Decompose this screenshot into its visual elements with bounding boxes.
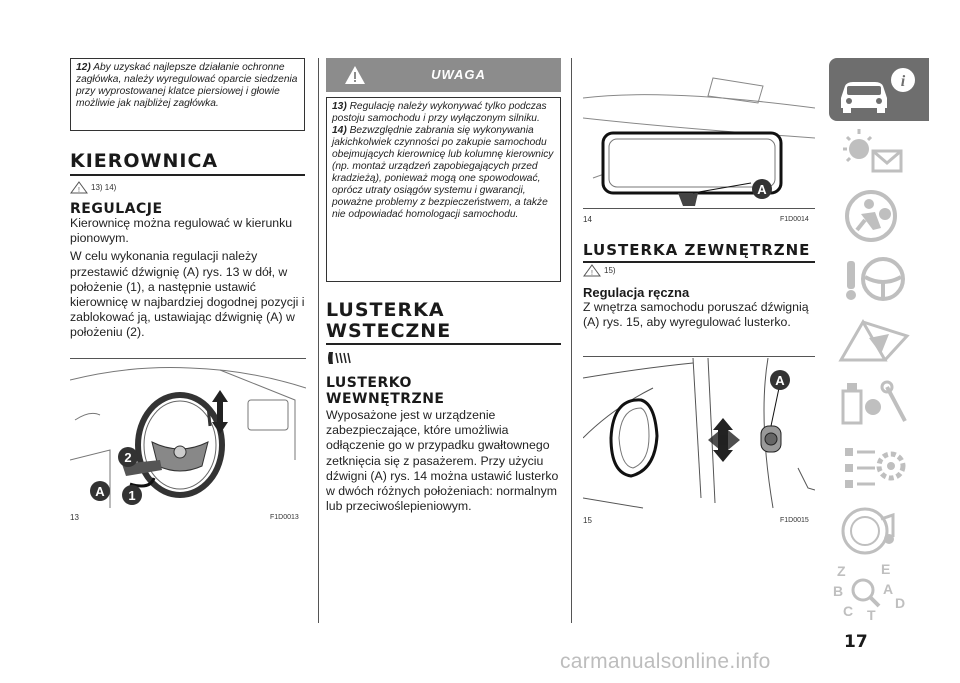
index-letter: A bbox=[883, 581, 894, 597]
figure-rule bbox=[583, 356, 815, 357]
mirror-symbol-icon bbox=[326, 350, 352, 366]
paragraph: Kierownicę można regulować w kierunku pionowym. bbox=[70, 216, 293, 246]
tab-multimedia[interactable] bbox=[829, 499, 929, 562]
body-text bbox=[583, 300, 815, 333]
section-heading-line: WSTECZNE bbox=[326, 320, 452, 342]
tab-technical-data[interactable] bbox=[829, 436, 929, 499]
interior-mirror-figure bbox=[583, 58, 815, 208]
car-info-icon bbox=[829, 58, 929, 121]
steering-wheel-illustration bbox=[70, 360, 306, 508]
section-heading bbox=[326, 300, 451, 342]
warning-item bbox=[332, 125, 555, 221]
section-heading-line: LUSTERKA bbox=[326, 299, 445, 321]
emergency-icon bbox=[829, 310, 929, 373]
svg-text:!: ! bbox=[591, 270, 593, 277]
warning-triangle-icon bbox=[583, 264, 601, 277]
warning-header bbox=[326, 58, 561, 92]
svg-text:!: ! bbox=[78, 187, 80, 194]
figure-number: 15 bbox=[583, 516, 592, 525]
index-letter: B bbox=[833, 583, 844, 599]
figure-code: F1D0014 bbox=[780, 216, 809, 223]
index-letter: E bbox=[881, 562, 891, 577]
warning-title: UWAGA bbox=[431, 67, 486, 82]
warning-number: 13) bbox=[332, 101, 347, 112]
technical-data-icon bbox=[829, 436, 929, 499]
tab-starting-driving[interactable] bbox=[829, 247, 929, 310]
multimedia-icon bbox=[829, 499, 929, 562]
exterior-mirror-figure bbox=[583, 358, 815, 510]
warning-text: Bezwzględnie zabrania się wykonywania jakichkolwiek czynności po zakupie samochodu obejmujących kierownicę lub kolumnę kierownicy (np. montaż urządzeń zapobiegających przed kradzieżą), ponieważ mogą one spowodować, oprócz utraty osiągów systemu i gwarancji, poważne problemy z bezpieczeństwem, a także nie odpowiadać homologacji samochodu. bbox=[332, 125, 554, 220]
subsection-heading: Regulacja ręczna bbox=[583, 285, 690, 300]
warning-text: Regulację należy wykonywać tylko podczas postoju samochodu i przy wyłączonym silniku. bbox=[332, 101, 547, 124]
figure-number: 14 bbox=[583, 215, 592, 224]
tab-maintenance[interactable] bbox=[829, 373, 929, 436]
maintenance-icon bbox=[829, 373, 929, 436]
index-letter: C bbox=[843, 603, 854, 619]
index-icon bbox=[829, 562, 929, 625]
paragraph: Wyposażone jest w urządzenie zabezpieczające, które umożliwia odłączenie go w przypadku gwałtownego zetknięcia się z pasażerem. Przy użyciu dźwigni (A) rys. 14 można ustawić lusterko w dwóch różnych położeniach: normalnym lub przeciwoślepieniowym. bbox=[326, 408, 559, 514]
figure-label: 2 bbox=[124, 450, 132, 465]
tab-airbag-safety[interactable] bbox=[829, 184, 929, 247]
figure-number: 13 bbox=[70, 513, 79, 522]
reference-numbers: 15) bbox=[604, 266, 616, 275]
paragraph: Z wnętrza samochodu poruszać dźwignią (A) rys. 15, aby wyregulować lusterko. bbox=[583, 300, 809, 330]
body-text bbox=[70, 216, 306, 344]
reference-numbers: 13) 14) bbox=[91, 183, 117, 192]
paragraph: W celu wykonania regulacji należy przestawić dźwignię (A) rys. 13 w dół, w położenie (1), a następnie ustawić kierownicę w najbardziej dogodnej pozycji i zablokować ją, ustawiając dźwignię (A) w położeniu (2). bbox=[70, 249, 305, 340]
index-letter: T bbox=[867, 607, 876, 623]
tab-emergency[interactable] bbox=[829, 310, 929, 373]
index-letter: D bbox=[895, 595, 906, 611]
airbag-safety-icon bbox=[829, 184, 929, 247]
starting-driving-icon bbox=[829, 247, 929, 310]
heading-rule bbox=[583, 261, 815, 263]
subsection-heading-line: LUSTERKO bbox=[326, 375, 412, 391]
warning-triangle-icon bbox=[70, 181, 88, 194]
section-heading: KIEROWNICA bbox=[70, 150, 219, 172]
figure-label: 1 bbox=[128, 488, 136, 503]
reference-marks bbox=[583, 264, 616, 277]
warning-number: 14) bbox=[332, 125, 347, 136]
warning-item bbox=[332, 101, 555, 125]
figure-code: F1D0015 bbox=[780, 517, 809, 524]
heading-rule bbox=[70, 174, 305, 176]
steering-figure bbox=[70, 360, 306, 508]
body-text bbox=[326, 408, 563, 517]
tab-car-info[interactable] bbox=[829, 58, 929, 121]
note-text: Aby uzyskać najlepsze działanie ochronne zagłówka, należy wyregulować oparcie siedzenia przy wyprostowanej klatce piersiowej i głowie możliwie jak najbliżej zagłówka. bbox=[76, 62, 298, 109]
page-number: 17 bbox=[844, 632, 868, 652]
figure-rule bbox=[70, 358, 306, 359]
figure-code: F1D0013 bbox=[270, 514, 299, 521]
dashboard-lights-icon bbox=[829, 121, 929, 184]
note-box bbox=[70, 58, 305, 131]
figure-rule bbox=[583, 208, 815, 209]
reference-marks bbox=[70, 181, 116, 194]
watermark: carmanualsonline.info bbox=[560, 650, 771, 673]
subsection-heading bbox=[326, 375, 445, 407]
interior-mirror-illustration bbox=[583, 58, 815, 208]
heading-rule bbox=[326, 343, 561, 345]
exterior-mirror-illustration bbox=[583, 358, 815, 510]
subsection-heading: REGULACJE bbox=[70, 201, 163, 217]
figure-label: A bbox=[757, 182, 767, 197]
tab-index[interactable] bbox=[829, 562, 929, 625]
note-number: 12) bbox=[76, 62, 91, 73]
column-divider bbox=[571, 58, 572, 623]
warning-box bbox=[326, 97, 561, 282]
index-letter: Z bbox=[837, 563, 846, 579]
svg-text:i: i bbox=[900, 73, 906, 90]
figure-label: A bbox=[775, 373, 785, 388]
column-divider bbox=[318, 58, 319, 623]
subsection-heading-line: WEWNĘTRZNE bbox=[326, 391, 445, 407]
section-heading: LUSTERKA ZEWNĘTRZNE bbox=[583, 241, 811, 259]
figure-label: A bbox=[95, 484, 105, 499]
tab-dashboard-lights[interactable] bbox=[829, 121, 929, 184]
